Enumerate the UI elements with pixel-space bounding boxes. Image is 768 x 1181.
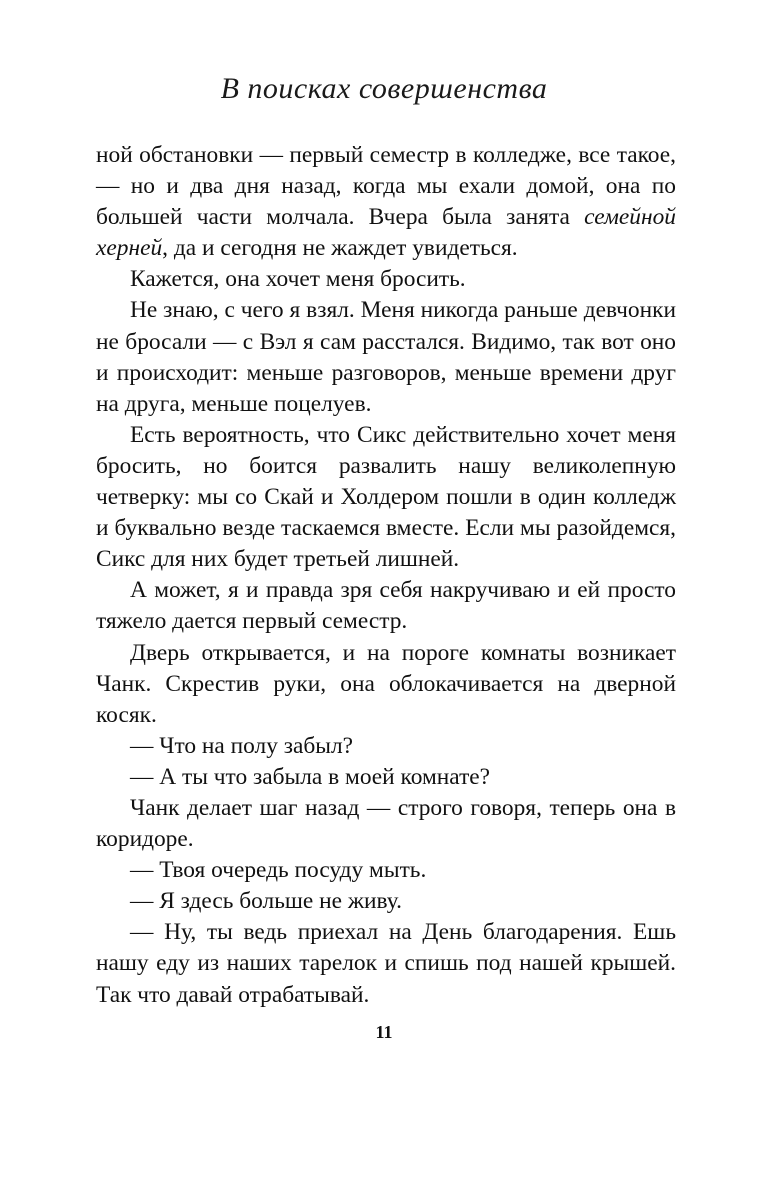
dialogue-line-1: — Что на полу забыл? [130,732,354,759]
paragraph-5: А может, я и правда зря себя накручиваю и ей просто тяжело дается первый семестр. [96,577,676,635]
paragraph-1-start: ной обстановки — первый семестр в колледже, все такое, — но и два дня назад, когда мы ехали домой, она по большей части молчала. Вчера была занята [96,142,676,231]
dialogue-line-4: — Я здесь больше не живу. [130,888,403,915]
paragraph-3: Не знаю, с чего я взял. Меня никогда раньше девчонки не бросали — с Вэл я сам расстался. Видимо, так вот оно и происходит: меньше разговоров, меньше времени друг на друга, меньше поцелуев. [96,297,676,417]
page-number: 11 [375,1022,393,1042]
paragraph-1-italic: семейной херней [96,204,676,262]
paragraph-9: Чанк делает шаг назад — строго говоря, теперь она в коридоре. [96,794,676,853]
dialogue-line-5: — Ну, ты ведь приехал на День благодарения. Ешь нашу еду из наших тарелок и спишь под нашей крышей. Так что давай отрабатывай. [96,919,676,1008]
dialogue-line-3: — Твоя очередь посуду мыть. [130,857,427,884]
body-text [96,140,676,1011]
dialogue-line-2: — А ты что забыла в моей комнате? [130,763,491,790]
paragraph-1 [96,140,676,264]
paragraph-4: Есть вероятность, что Сикс действительно хочет меня бросить, но боится развалить нашу великолепную четверку: мы со Скай и Холдером пошли в один колледж и буквально везде таскаемся вместе. Если мы разойдемся, Сикс для них будет третьей лишней. [96,421,676,573]
paragraph-2: Кажется, она хочет меня бросить. [130,266,466,293]
paragraph-6: Дверь открывается, и на пороге комнаты возникает Чанк. Скрестив руки, она облокачивается на дверной косяк. [96,639,676,728]
paragraph-1-end: , да и сегодня не жаждет увидеться. [162,235,518,262]
running-head: В поисках совершенства [220,72,548,105]
